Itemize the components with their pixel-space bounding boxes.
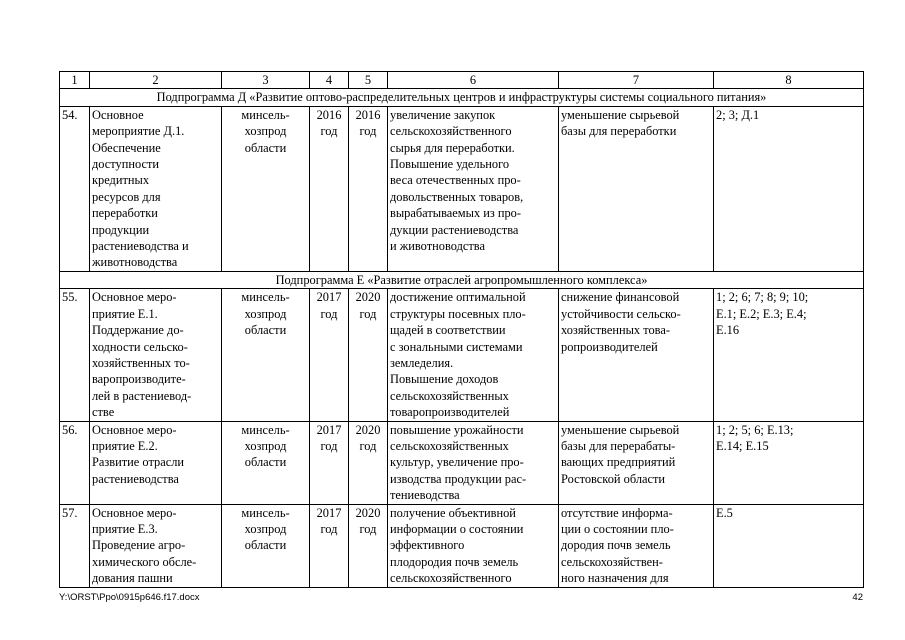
cell-line: информации о состоянии [390, 521, 524, 536]
cell-start-year [310, 106, 349, 271]
cell-number: 56. [60, 421, 90, 504]
cell-line: Повышение удельного [390, 157, 510, 172]
cell-line: 2020 [355, 505, 381, 520]
cell-line: Поддержание до- [92, 323, 184, 338]
cell-line: минсель- [241, 107, 290, 122]
cell-line: растениеводства [92, 471, 179, 486]
cell-line: 2017 [316, 422, 342, 437]
cell-line: культур, увеличение про- [390, 455, 524, 470]
cell-line: щадей в соответствии [390, 323, 506, 338]
cell-line: ропроизводителей [561, 339, 658, 354]
cell-line: базы для переработки [561, 124, 677, 139]
cell-line: минсель- [241, 290, 290, 305]
footer-file-path: Y:\ORST\Ppo\0915p646.f17.docx [59, 592, 200, 603]
cell-line: сельскохозяйственных [390, 388, 509, 403]
cell-line: Е.5 [716, 505, 733, 520]
cell-number: 54. [60, 106, 90, 271]
cell-line: устойчивости сельско- [561, 306, 681, 321]
cell-line: 1; 2; 5; 6; Е.13; [716, 422, 794, 437]
header-cell: 7 [559, 72, 714, 89]
cell-line: 2020 [355, 422, 381, 437]
cell-executor [222, 421, 310, 504]
table-row [60, 106, 864, 271]
header-cell: 6 [388, 72, 559, 89]
cell-line: год [359, 521, 377, 536]
cell-line: хозяйственных то- [92, 355, 190, 370]
cell-line: Ростовской области [561, 471, 666, 486]
cell-line: минсель- [241, 505, 290, 520]
cell-expected-result [388, 421, 559, 504]
footer-page-number: 42 [852, 592, 863, 603]
cell-line: отсутствие информа- [561, 505, 673, 520]
cell-consequence [559, 289, 714, 421]
cell-indicator-link [714, 106, 864, 271]
cell-number: 57. [60, 504, 90, 587]
cell-line: и животноводства [390, 239, 485, 254]
cell-executor [222, 106, 310, 271]
cell-start-year [310, 289, 349, 421]
cell-line: Развитие отрасли [92, 455, 185, 470]
cell-line: год [320, 124, 338, 139]
cell-line: области [244, 538, 287, 553]
cell-line: веса отечественных про- [390, 173, 521, 188]
cell-line: химического обсле- [92, 554, 197, 569]
cell-line: приятие Е.3. [92, 521, 158, 536]
table-row [60, 504, 864, 587]
cell-start-year [310, 504, 349, 587]
cell-measure-name [90, 106, 222, 271]
cell-measure-name [90, 421, 222, 504]
cell-executor [222, 504, 310, 587]
cell-line: Проведение агро- [92, 538, 186, 553]
cell-line: кредитных [92, 173, 150, 188]
cell-line: варопроизводите- [92, 372, 186, 387]
cell-line: дования пашни [92, 571, 173, 586]
cell-line: Е.1; Е.2; Е.3; Е.4; [716, 306, 807, 321]
cell-line: 2016 [355, 107, 381, 122]
cell-line: мероприятие Д.1. [92, 124, 185, 139]
cell-line: вырабатываемых из про- [390, 206, 522, 221]
subprogram-row [60, 271, 864, 288]
cell-expected-result [388, 289, 559, 421]
cell-line: год [359, 124, 377, 139]
cell-consequence [559, 106, 714, 271]
cell-line: Основное [92, 107, 144, 122]
table-row [60, 289, 864, 421]
cell-end-year [349, 421, 388, 504]
header-cell: 5 [349, 72, 388, 89]
cell-executor [222, 289, 310, 421]
cell-line: приятие Е.2. [92, 438, 158, 453]
cell-line: уменьшение сырьевой [561, 107, 680, 122]
cell-line: увеличение закупок [390, 107, 496, 122]
cell-line: хозпрод [244, 438, 287, 453]
cell-line: базы для перерабаты- [561, 438, 676, 453]
cell-line: Основное меро- [92, 290, 177, 305]
cell-line: снижение финансовой [561, 290, 680, 305]
cell-line: 2017 [316, 290, 342, 305]
cell-line: ресурсов для [92, 189, 161, 204]
cell-line: повышение урожайности [390, 422, 524, 437]
cell-indicator-link [714, 289, 864, 421]
cell-line: ного назначения для [561, 571, 669, 586]
cell-line: Е.14; Е.15 [716, 438, 769, 453]
cell-line: сырья для переработки. [390, 140, 515, 155]
cell-line: сельскохозяйственных [390, 438, 509, 453]
cell-line: сельскохозяйствен- [561, 554, 663, 569]
cell-line: эффективного [390, 538, 465, 553]
cell-number: 55. [60, 289, 90, 421]
cell-line: растениеводства и [92, 239, 189, 254]
cell-line: приятие Е.1. [92, 306, 158, 321]
cell-consequence [559, 504, 714, 587]
cell-line: структуры посевных пло- [390, 306, 526, 321]
header-row [60, 72, 864, 89]
cell-line: 1; 2; 6; 7; 8; 9; 10; [716, 290, 809, 305]
cell-line: области [244, 455, 287, 470]
cell-line: Е.16 [716, 323, 740, 338]
measures-table [59, 71, 864, 588]
cell-line: плодородия почв земель [390, 554, 519, 569]
subprogram-row [60, 89, 864, 106]
cell-line: 2020 [355, 290, 381, 305]
header-cell: 3 [222, 72, 310, 89]
subprogram-d-title: Подпрограмма Д «Развитие оптово-распределительных центров и инфраструктуры системы социального питания» [60, 89, 864, 106]
cell-line: животноводства [92, 255, 178, 270]
cell-line: хозпрод [244, 306, 287, 321]
cell-end-year [349, 106, 388, 271]
cell-line: минсель- [241, 422, 290, 437]
cell-start-year [310, 421, 349, 504]
cell-line: сельскохозяйственного [390, 124, 512, 139]
cell-line: с зональными системами [390, 339, 523, 354]
cell-line: достижение оптимальной [390, 290, 526, 305]
cell-line: хозяйственных това- [561, 323, 670, 338]
cell-line: дородия почв земель [561, 538, 671, 553]
cell-line: области [244, 140, 287, 155]
cell-line: ходности сельско- [92, 339, 188, 354]
cell-indicator-link [714, 421, 864, 504]
cell-line: Основное меро- [92, 505, 177, 520]
subprogram-e-title: Подпрограмма Е «Развитие отраслей агропромышленного комплекса» [60, 271, 864, 288]
cell-line: уменьшение сырьевой [561, 422, 680, 437]
cell-line: области [244, 323, 287, 338]
cell-line: ции о состоянии пло- [561, 521, 674, 536]
cell-line: 2; 3; Д.1 [716, 107, 760, 122]
cell-line: дукции растениеводства [390, 222, 519, 237]
header-cell: 2 [90, 72, 222, 89]
header-cell: 1 [60, 72, 90, 89]
cell-line: год [359, 306, 377, 321]
cell-line: получение объективной [390, 505, 516, 520]
cell-line: сельскохозяйственного [390, 571, 512, 586]
cell-line: Повышение доходов [390, 372, 499, 387]
cell-measure-name [90, 289, 222, 421]
cell-line: Основное меро- [92, 422, 177, 437]
cell-line: продукции [92, 222, 150, 237]
table-row [60, 421, 864, 504]
cell-expected-result [388, 504, 559, 587]
cell-line: 2016 [316, 107, 342, 122]
cell-line: хозпрод [244, 124, 287, 139]
cell-line: переработки [92, 206, 158, 221]
header-cell: 4 [310, 72, 349, 89]
cell-line: лей в растениевод- [92, 388, 192, 403]
cell-line: год [320, 438, 338, 453]
cell-line: земледелия. [390, 355, 454, 370]
cell-line: Обеспечение [92, 140, 161, 155]
cell-line: довольственных товаров, [390, 189, 524, 204]
cell-consequence [559, 421, 714, 504]
cell-line: хозпрод [244, 521, 287, 536]
cell-line: тениеводства [390, 488, 460, 503]
header-cell: 8 [714, 72, 864, 89]
cell-measure-name [90, 504, 222, 587]
cell-line: стве [92, 405, 115, 420]
cell-line: год [359, 438, 377, 453]
cell-line: изводства продукции рас- [390, 471, 527, 486]
cell-line: год [320, 521, 338, 536]
cell-end-year [349, 504, 388, 587]
cell-line: 2017 [316, 505, 342, 520]
cell-line: вающих предприятий [561, 455, 676, 470]
cell-expected-result [388, 106, 559, 271]
cell-indicator-link [714, 504, 864, 587]
cell-line: доступности [92, 157, 160, 172]
cell-end-year [349, 289, 388, 421]
cell-line: год [320, 306, 338, 321]
cell-line: товаропроизводителей [390, 405, 510, 420]
